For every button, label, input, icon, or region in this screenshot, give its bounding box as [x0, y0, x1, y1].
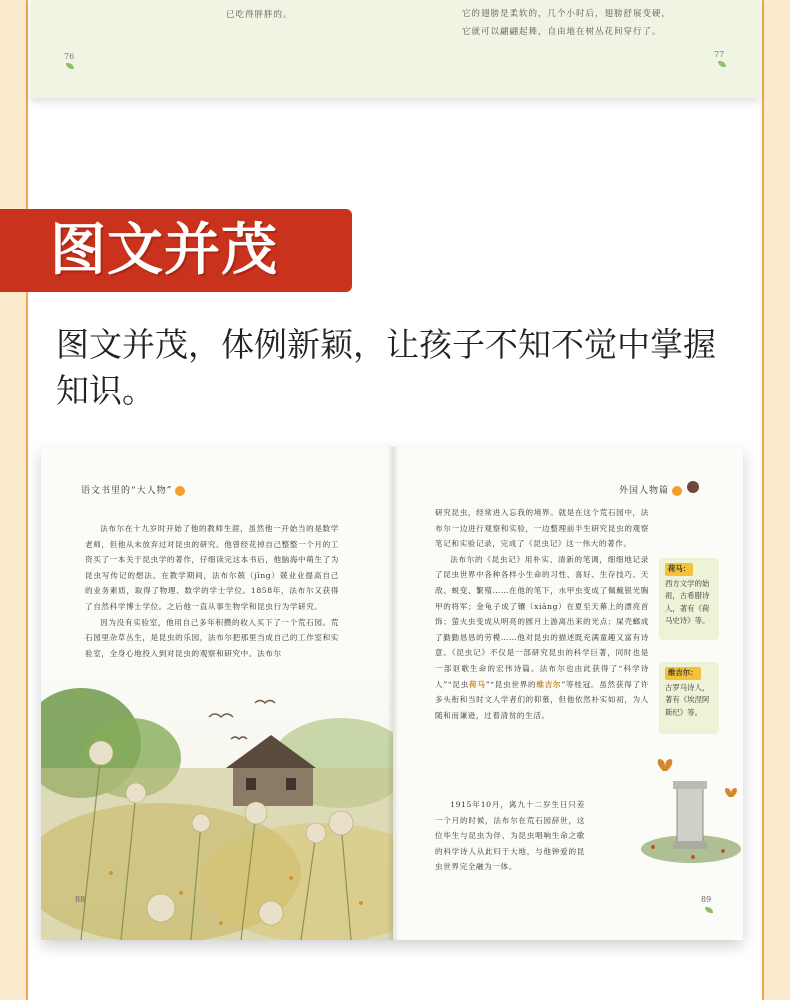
top-right-text-2: 它就可以翩翩起舞，自由地在树丛花间穿行了。 — [462, 27, 662, 37]
highlight-virgil: 维吉尔 — [536, 679, 562, 689]
highlight-homer: 荷马 — [469, 679, 486, 689]
annotation-homer — [659, 558, 719, 640]
annotation-title: 荷马： — [665, 563, 693, 576]
leaf-icon — [66, 63, 74, 69]
chapter-badge-icon — [672, 486, 682, 496]
previous-book-spread — [30, 0, 760, 98]
page-number-89: 89 — [701, 895, 712, 904]
page-number-88: 88 — [75, 895, 86, 904]
annotation-virgil — [659, 662, 719, 734]
paragraph: 研究昆虫，经常进入忘我的境界。就是在这个荒石园中，法布尔一边进行观察和实验，一边整理前半生研究昆虫的观察笔记和实验记录，完成了《昆虫记》这一伟大的著作。 — [435, 508, 649, 549]
paragraph: 1915年10月，离九十二岁生日只差一个月的时候，法布尔在荒石园辞世，这位毕生与昆虫为伴、为昆虫唱响生命之歌的科学诗人从此归于大地，与他钟爱的昆虫世界完全融为一体。 — [435, 800, 585, 872]
section-tag-text: 图文并茂 — [50, 218, 278, 283]
top-left-text: 已吃得胖胖的。 — [226, 10, 293, 20]
book-gutter — [387, 447, 399, 940]
leaf-icon — [718, 61, 726, 67]
annotation-title: 维吉尔： — [665, 667, 701, 680]
left-text-column — [85, 521, 339, 661]
section-description: 图文并茂，体例新颖，让孩子不知不觉中掌握知识。 — [56, 325, 716, 410]
annotation-body: 西方文学的始祖，古希腊诗人，著有《荷马史诗》等。 — [665, 578, 710, 625]
left-page — [41, 447, 393, 940]
running-head-right: 外国人物篇 — [619, 483, 682, 496]
book-spread — [41, 447, 743, 940]
meadow-illustration — [41, 673, 393, 940]
section-tag — [0, 209, 352, 292]
running-head-left: 语文书里的“大人物” — [81, 483, 185, 496]
author-portrait-icon — [687, 481, 699, 493]
annotation-body: 古罗马诗人，著有《埃涅阿斯纪》等。 — [665, 682, 710, 717]
paragraph: 法布尔在十九岁时开始了他的教师生涯，虽然他一开始当的是数学老师，但他从未放弃过对昆虫的研究。他曾经花掉自己整整一个月的工资买了一本关于昆虫学的著作，仔细读完这本书后，他脑海中萌生了为昆虫写传记的想法。在教学期间，法布尔兢（jīng）兢业业提高自己的业务素质，取得了物理、数学的学士学位。1858年，法布尔又获得了自然科学博士学位。之后他一直从事生物学和昆虫行为学研究。 — [85, 524, 340, 611]
bottom-text-column — [435, 797, 585, 875]
right-text-column — [435, 505, 649, 723]
top-right-text-1: 它的翅膀是柔软的，几个小时后，翅膀舒展变硬， — [462, 9, 672, 19]
tombstone-illustration — [633, 757, 743, 867]
page-number-76: 76 — [64, 52, 75, 61]
paragraph: 因为没有实验室，他用自己多年积攒的收入买下了一个荒石园。荒石园里杂草丛生，是昆虫的乐园，法布尔把那里当成自己的工作室和实验室，全身心地投入到对昆虫的观察和研究中。法布尔 — [85, 617, 340, 658]
paragraph: 法布尔的《昆虫记》用朴实、清新的笔调，细细地记录了昆虫世界中各种各样小生命的习性、喜好、生存技巧、天敌、蜕变、繁殖……在他的笔下，水甲虫变成了佩戴银光胸甲的将军；金龟子成了镶（xiāng）在夏至天幕上的漂亮首饰；萤火虫变成从明亮的圆月上游离出来的光点；屎壳螂成了勤勤恳恳的劳模……他对昆虫的描述既充满童趣又富有诗意。《昆虫记》不仅是一部研究昆虫的科学巨著，同时也是一部讴歌生命的宏伟诗篇。法布尔也由此获得了“科学诗人”“昆虫荷马”“昆虫世界的维吉尔”等桂冠。虽然获得了许多头衔和当时文人学者们的仰慕，但他依然朴实如初，为人随和而谦逊，过着清贫的生活。 — [435, 554, 650, 720]
chapter-badge-icon — [175, 486, 185, 496]
page-number-77: 77 — [714, 50, 725, 59]
